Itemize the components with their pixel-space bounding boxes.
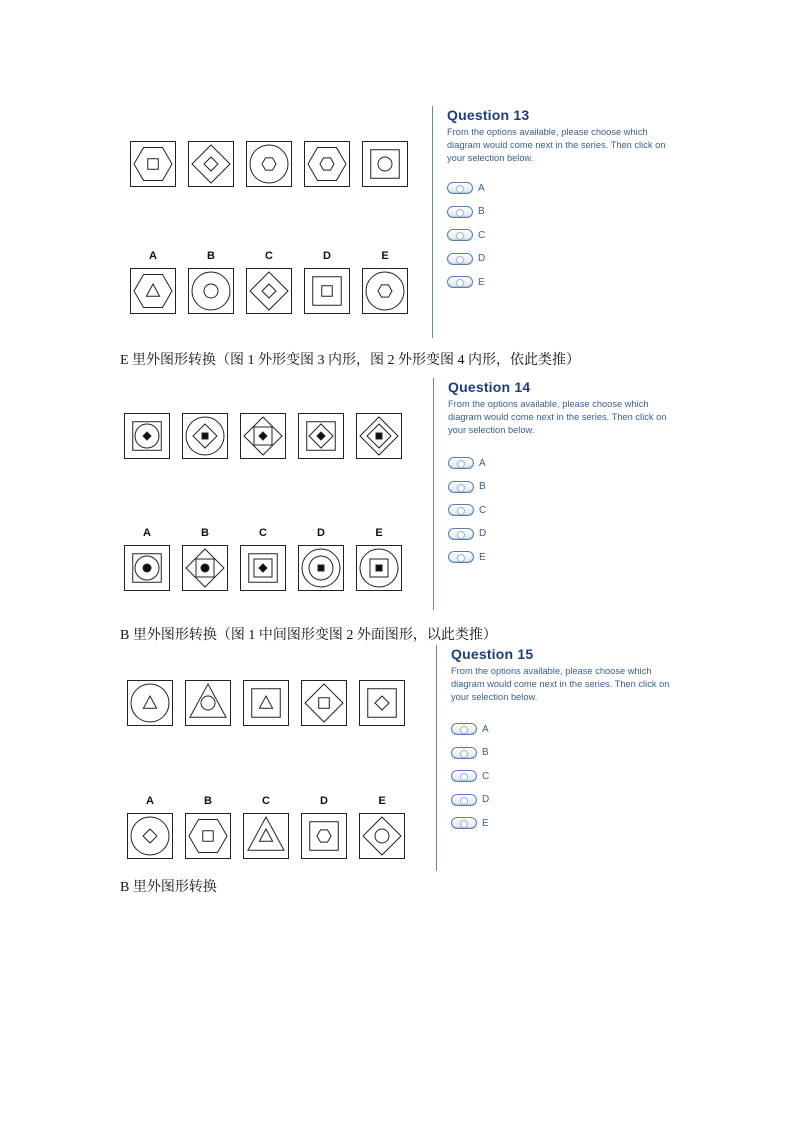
radio-button[interactable] xyxy=(451,723,477,735)
circle-shape xyxy=(131,684,169,722)
choice-letter: C xyxy=(262,795,270,807)
option-label: D xyxy=(478,253,486,264)
option-label: B xyxy=(478,206,485,217)
diamond-shape xyxy=(363,817,401,855)
diagram-tile xyxy=(301,813,347,859)
option-label: B xyxy=(482,747,489,758)
circle-shape xyxy=(375,829,389,843)
diagram-figure xyxy=(360,814,406,860)
question-instructions: From the options available, please choose which diagram would come next in the series. Then click on your selection below. xyxy=(447,127,666,163)
option-label: E xyxy=(482,817,489,829)
option-d[interactable] xyxy=(451,792,489,808)
answer-explanation: E 里外图形转换（图 1 外形变图 3 内形，图 2 外形变图 4 内形，依此类推） xyxy=(120,353,581,368)
circle-shape xyxy=(201,696,215,710)
choice-letter: A xyxy=(143,527,151,539)
choice-letter: C xyxy=(259,527,267,539)
option-label: B xyxy=(479,481,486,492)
diamond-shape xyxy=(375,696,389,710)
diagram-tile xyxy=(185,680,231,726)
series-row xyxy=(127,680,417,730)
choice-letter: D xyxy=(323,250,331,262)
choice-letter: E xyxy=(381,250,389,262)
choice-letter: B xyxy=(207,250,215,262)
diagram-tile xyxy=(127,813,173,859)
diamond-shape xyxy=(143,829,157,843)
question-title: Question 14 xyxy=(448,379,531,395)
diagram-figure xyxy=(128,681,174,727)
question-title: Question 15 xyxy=(451,646,534,662)
diagram-tile xyxy=(185,813,231,859)
triangle-shape xyxy=(259,829,272,841)
diagram-figure xyxy=(244,814,290,860)
diagram-figure xyxy=(186,681,232,727)
question-instructions: From the options available, please choose which diagram would come next in the series. Then click on your selection below. xyxy=(448,399,667,435)
diagram-figure xyxy=(186,814,232,860)
option-label: A xyxy=(479,457,486,469)
question-instructions: From the options available, please choose which diagram would come next in the series. Then click on your selection below. xyxy=(451,666,670,702)
circle-shape xyxy=(131,817,169,855)
option-label: E xyxy=(479,551,486,563)
option-label: C xyxy=(479,504,487,516)
option-label: D xyxy=(479,528,487,539)
radio-button[interactable] xyxy=(451,770,477,782)
radio-button[interactable] xyxy=(451,794,477,806)
diagram-tile xyxy=(243,680,289,726)
choices-row xyxy=(127,795,417,861)
radio-button[interactable] xyxy=(451,817,477,829)
choice-letter: B xyxy=(201,527,209,539)
choice-letter: B xyxy=(204,795,212,807)
option-label: A xyxy=(478,182,485,194)
divider xyxy=(436,645,437,871)
diagram-figure xyxy=(302,814,348,860)
choice-letter: D xyxy=(320,795,328,807)
option-c[interactable] xyxy=(451,768,489,784)
diagram-figure xyxy=(302,681,348,727)
triangle-shape xyxy=(143,696,156,708)
answer-explanation: B 里外图形转换（图 1 中间图形变图 2 外面图形，以此类推） xyxy=(120,628,497,643)
choice-letter: A xyxy=(146,795,154,807)
triangle-shape xyxy=(190,684,226,717)
square-shape xyxy=(203,831,214,842)
option-label: A xyxy=(482,723,489,735)
diagram-tile xyxy=(243,813,289,859)
hexagon-shape xyxy=(317,830,331,842)
choice-letter: C xyxy=(265,250,273,262)
option-label: C xyxy=(478,229,486,241)
diagram-tile xyxy=(127,680,173,726)
option-e[interactable] xyxy=(451,815,489,831)
square-shape xyxy=(310,822,339,851)
square-shape xyxy=(368,689,397,718)
diagram-figure xyxy=(128,814,174,860)
option-label: E xyxy=(478,276,485,288)
choice-letter: E xyxy=(375,527,383,539)
choice-letter: D xyxy=(317,527,325,539)
option-b[interactable] xyxy=(451,745,489,761)
option-a[interactable] xyxy=(451,721,489,737)
diagram-tile xyxy=(359,813,405,859)
diamond-shape xyxy=(305,684,343,722)
triangle-shape xyxy=(259,696,272,708)
square-shape xyxy=(319,698,330,709)
option-label: C xyxy=(482,770,490,782)
answer-explanation: B 里外图形转换 xyxy=(120,880,217,895)
option-label: D xyxy=(482,794,490,805)
question-title: Question 13 xyxy=(447,107,530,123)
diagram-figure xyxy=(244,681,290,727)
choice-letter: A xyxy=(149,250,157,262)
triangle-shape xyxy=(248,817,284,850)
diagram-tile xyxy=(301,680,347,726)
diagram-figure xyxy=(360,681,406,727)
diagram-tile xyxy=(359,680,405,726)
hexagon-shape xyxy=(189,820,227,853)
square-shape xyxy=(252,689,281,718)
radio-button[interactable] xyxy=(451,747,477,759)
choice-letter: E xyxy=(378,795,386,807)
